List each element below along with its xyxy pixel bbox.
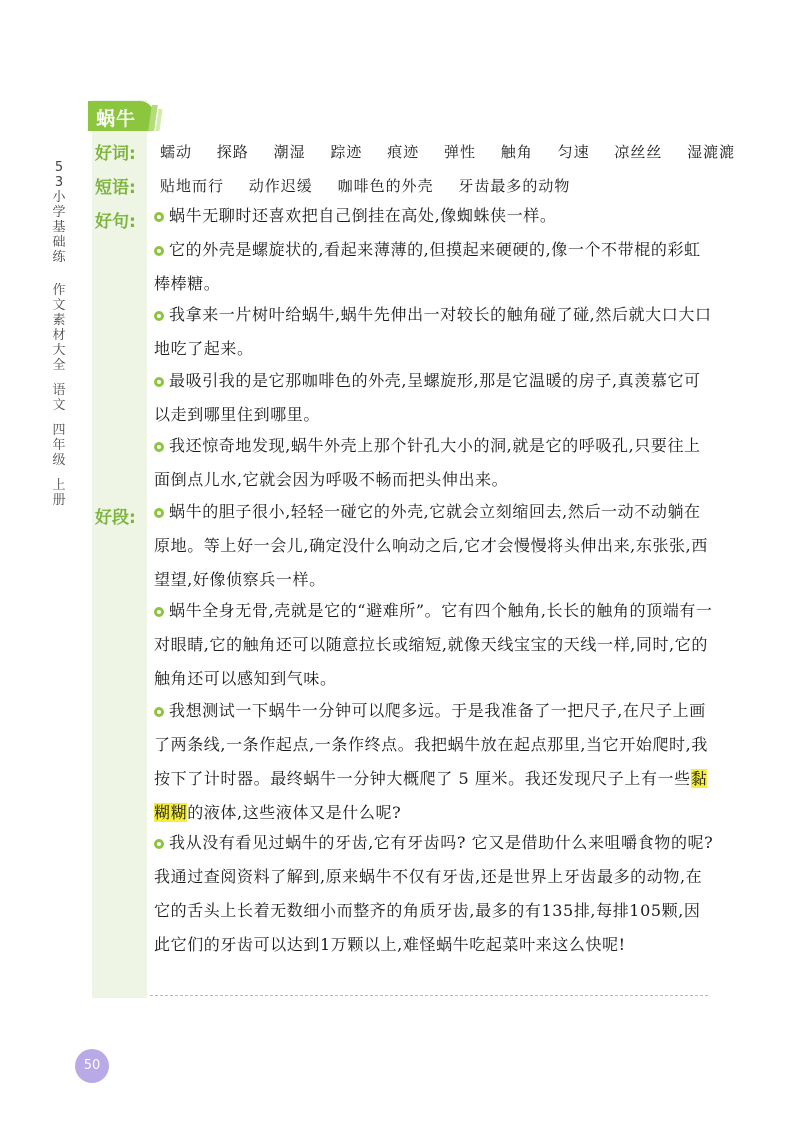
phrases-list — [160, 175, 589, 196]
phrase: 贴地而行 — [160, 177, 225, 195]
page-number: 50 — [75, 1049, 109, 1083]
side-char: 全 — [52, 358, 66, 373]
side-char: 学 — [52, 205, 66, 220]
side-char: 础 — [52, 235, 66, 250]
bullet-icon — [154, 707, 164, 717]
good-word: 触角 — [500, 143, 533, 161]
side-char: 年 — [52, 438, 66, 453]
bullet-icon — [154, 311, 164, 321]
side-brand — [48, 160, 70, 265]
side-book — [48, 283, 70, 373]
side-char: 上 — [52, 478, 66, 493]
good-word: 潮湿 — [273, 143, 306, 161]
bullet-icon — [154, 377, 164, 387]
sentence-text: 我拿来一片树叶给蜗牛,蜗牛先伸出一对较长的触角碰了碰,然后就大口大口地吃了起来。 — [154, 305, 712, 358]
side-char: 5 — [54, 160, 64, 175]
left-green-band — [92, 100, 147, 998]
good-words-list — [160, 141, 754, 162]
side-char: 册 — [52, 493, 66, 508]
good-word: 蠕动 — [160, 143, 193, 161]
side-running-head — [48, 160, 70, 508]
bullet-icon — [154, 508, 164, 518]
good-word: 匀速 — [557, 143, 590, 161]
phrases-label: 短语: — [95, 178, 136, 198]
side-subject — [48, 383, 70, 413]
highlighted-word: 黏糊糊 — [154, 769, 708, 822]
bullet-icon — [154, 839, 164, 849]
paragraph-text: 我从没有看见过蜗牛的牙齿,它有牙齿吗? 它又是借助什么来咀嚼食物的呢? 我通过查阅资料了解到,原来蜗牛不仅有牙齿,还是世界上牙齿最多的动物,在它的舌头上长着无数细小而整齐的角质牙齿,最多的有135排,每排105颗,因此它们的牙齿可以达到1万颗以上,难怪蜗牛吃起菜叶来这么快呢! — [154, 833, 714, 954]
good-word: 痕迹 — [387, 143, 420, 161]
section-title: 蜗牛 — [96, 108, 137, 130]
sentence-item — [154, 429, 714, 497]
side-char: 小 — [52, 190, 66, 205]
good-word: 凉丝丝 — [614, 143, 663, 161]
section-title-badge — [88, 101, 162, 131]
paragraph-text: 的液体,这些液体又是什么呢? — [187, 803, 402, 822]
phrase: 动作迟缓 — [248, 177, 313, 195]
good-words-label: 好词: — [95, 144, 136, 164]
good-word: 弹性 — [443, 143, 476, 161]
bullet-icon — [154, 212, 164, 222]
sentence-text: 我还惊奇地发现,蜗牛外壳上那个针孔大小的洞,就是它的呼吸孔,只要往上面倒点儿水,它就会因为呼吸不畅而把头伸出来。 — [154, 436, 701, 489]
good-sentences-label: 好句: — [95, 212, 136, 232]
phrase: 牙齿最多的动物 — [458, 177, 571, 195]
side-char: 3 — [54, 175, 64, 190]
side-char: 材 — [52, 328, 66, 343]
side-char: 作 — [52, 283, 66, 298]
sentence-text: 它的外壳是螺旋状的,看起来薄薄的,但摸起来硬硬的,像一个不带棍的彩虹棒棒糖。 — [154, 240, 701, 293]
sentence-item — [154, 364, 714, 432]
sentence-item — [154, 199, 714, 233]
bullet-icon — [154, 442, 164, 452]
side-char: 四 — [52, 423, 66, 438]
side-char: 文 — [52, 298, 66, 313]
side-char: 练 — [52, 250, 66, 265]
sentence-text: 蜗牛无聊时还喜欢把自己倒挂在高处,像蜘蛛侠一样。 — [169, 206, 557, 225]
good-word: 踪迹 — [330, 143, 363, 161]
side-char: 文 — [52, 398, 66, 413]
paragraph-text: 蜗牛的胆子很小,轻轻一碰它的外壳,它就会立刻缩回去,然后一动不动躺在原地。等上好一会儿,确定没什么响动之后,它才会慢慢将头伸出来,东张张,西望望,好像侦察兵一样。 — [154, 502, 708, 589]
good-word: 湿漉漉 — [687, 143, 736, 161]
bottom-divider — [150, 995, 708, 996]
good-paragraphs-label: 好段: — [95, 508, 136, 528]
paragraph-item — [154, 826, 714, 962]
good-word: 探路 — [216, 143, 249, 161]
bullet-icon — [154, 246, 164, 256]
side-char: 大 — [52, 343, 66, 358]
sentence-item — [154, 233, 714, 301]
paragraph-item — [154, 495, 714, 597]
side-char: 级 — [52, 453, 66, 468]
phrase: 咖啡色的外壳 — [337, 177, 434, 195]
bullet-icon — [154, 607, 164, 617]
paragraph-item — [154, 594, 714, 696]
side-char: 语 — [52, 383, 66, 398]
sentence-text: 最吸引我的是它那咖啡色的外壳,呈螺旋形,那是它温暖的房子,真羡慕它可以走到哪里住到哪里。 — [154, 371, 701, 424]
side-term — [48, 478, 70, 508]
paragraph-text: 蜗牛全身无骨,壳就是它的“避难所”。它有四个触角,长长的触角的顶端有一对眼睛,它的触角还可以随意拉长或缩短,就像天线宝宝的天线一样,同时,它的触角还可以感知到气味。 — [154, 601, 713, 688]
paragraph-text: 我想测试一下蜗牛一分钟可以爬多远。于是我准备了一把尺子,在尺子上画了两条线,一条作起点,一条作终点。我把蜗牛放在起点那里,当它开始爬时,我按下了计时器。最终蜗牛一分钟大概爬了 5 厘米。我还发现尺子上有一些 — [154, 701, 708, 788]
side-char: 基 — [52, 220, 66, 235]
sentence-item — [154, 298, 714, 366]
paragraph-item — [154, 694, 714, 830]
side-char: 素 — [52, 313, 66, 328]
side-grade — [48, 423, 70, 468]
